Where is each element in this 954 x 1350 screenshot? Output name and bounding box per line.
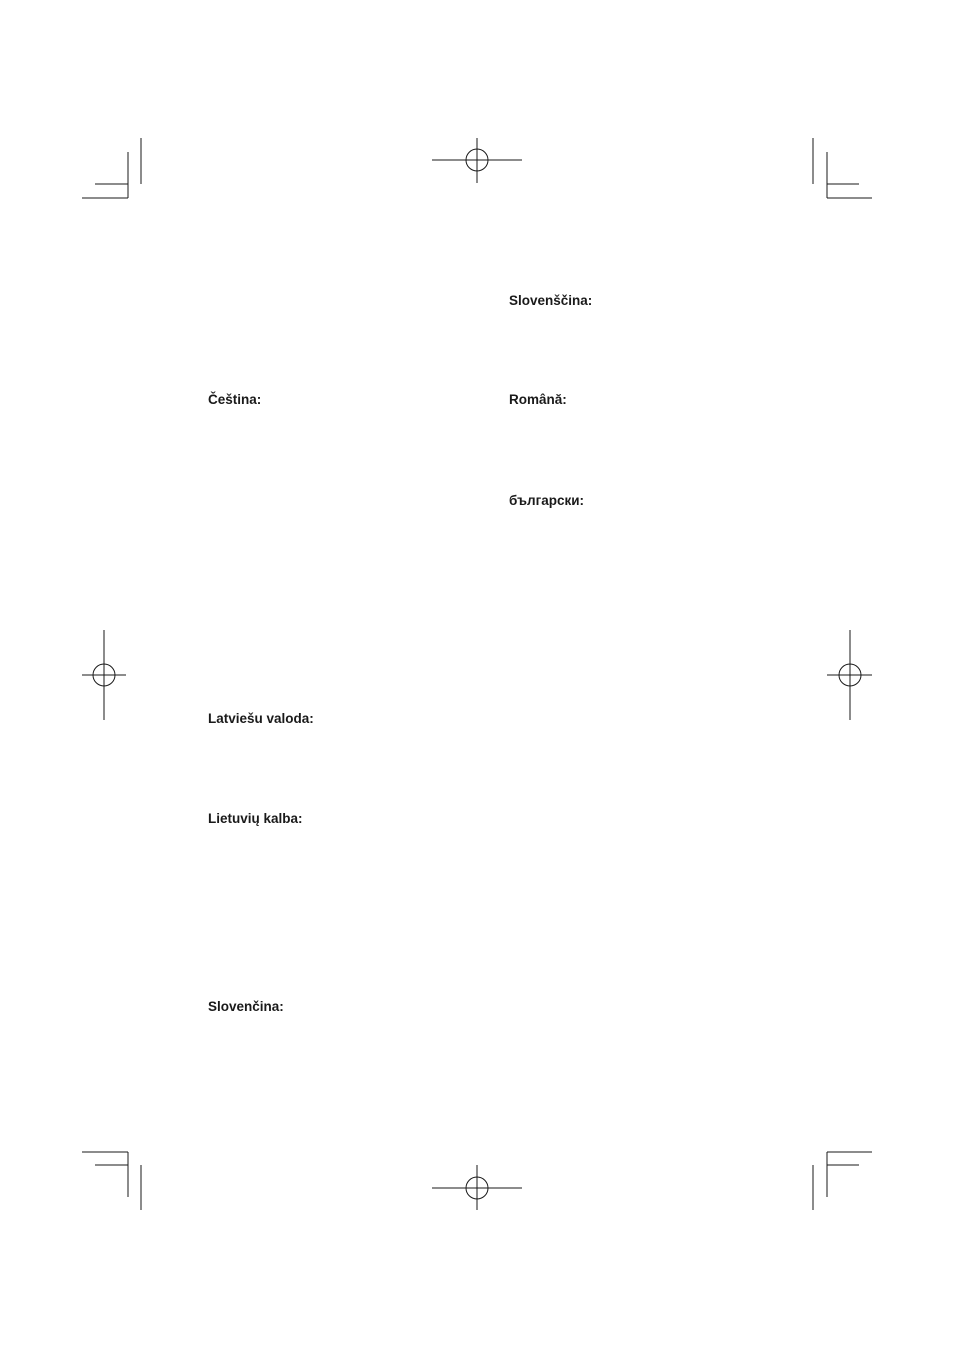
heading-lietuviu-kalba: Lietuvių kalba: [208,811,303,826]
crop-mark-top-left [82,138,141,198]
registration-mark-bottom [432,1165,522,1210]
registration-mark-right [827,630,872,720]
heading-cestina: Čeština: [208,392,262,407]
heading-bulgarski: български: [509,493,585,508]
heading-romana: Română: [509,392,567,407]
registration-mark-top [432,138,522,183]
crop-mark-bottom-left [82,1152,141,1210]
heading-slovencina: Slovenčina: [208,999,284,1014]
registration-mark-left [82,630,126,720]
heading-slovenscina: Slovenščina: [509,293,593,308]
crop-mark-bottom-right [813,1152,872,1210]
heading-latviesu-valoda: Latviešu valoda: [208,711,314,726]
crop-mark-top-right [813,138,872,198]
